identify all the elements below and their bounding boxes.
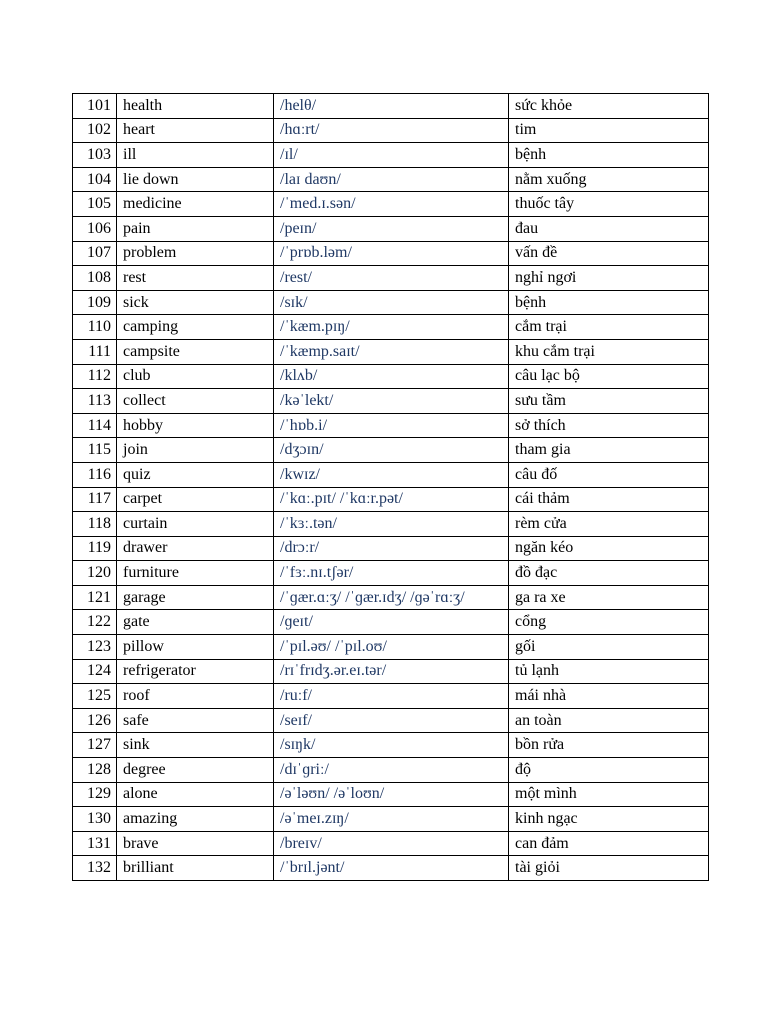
english-word: problem — [117, 241, 274, 266]
english-word: rest — [117, 266, 274, 291]
table-row — [73, 684, 709, 709]
vietnamese-meaning: mái nhà — [509, 684, 709, 709]
vietnamese-meaning: nằm xuống — [509, 167, 709, 192]
table-row — [73, 315, 709, 340]
table-row — [73, 413, 709, 438]
vocabulary-table — [72, 93, 709, 881]
table-row — [73, 192, 709, 217]
vietnamese-meaning: khu cắm trại — [509, 339, 709, 364]
table-row — [73, 290, 709, 315]
vietnamese-meaning: cái thảm — [509, 487, 709, 512]
vietnamese-meaning: vấn đề — [509, 241, 709, 266]
table-row — [73, 536, 709, 561]
english-word: join — [117, 438, 274, 463]
english-word: amazing — [117, 807, 274, 832]
pronunciation: /ˈkæmp.saɪt/ — [274, 339, 509, 364]
english-word: refrigerator — [117, 659, 274, 684]
english-word: collect — [117, 389, 274, 414]
english-word: degree — [117, 758, 274, 783]
vietnamese-meaning: tủ lạnh — [509, 659, 709, 684]
pronunciation: /ɡeɪt/ — [274, 610, 509, 635]
english-word: hobby — [117, 413, 274, 438]
table-row — [73, 635, 709, 660]
table-row — [73, 708, 709, 733]
english-word: drawer — [117, 536, 274, 561]
vietnamese-meaning: sức khỏe — [509, 94, 709, 119]
vietnamese-meaning: tim — [509, 118, 709, 143]
english-word: ill — [117, 143, 274, 168]
row-number: 107 — [73, 241, 117, 266]
english-word: club — [117, 364, 274, 389]
english-word: campsite — [117, 339, 274, 364]
english-word: brilliant — [117, 856, 274, 881]
pronunciation: /ˈpɪl.əʊ/ /ˈpɪl.oʊ/ — [274, 635, 509, 660]
pronunciation: /əˈləʊn/ /əˈloʊn/ — [274, 782, 509, 807]
row-number: 120 — [73, 561, 117, 586]
row-number: 113 — [73, 389, 117, 414]
pronunciation: /ˈkɑː.pɪt/ /ˈkɑːr.pət/ — [274, 487, 509, 512]
table-row — [73, 118, 709, 143]
english-word: curtain — [117, 512, 274, 537]
pronunciation: /ˈfɜː.nɪ.tʃər/ — [274, 561, 509, 586]
table-row — [73, 856, 709, 881]
vietnamese-meaning: cắm trại — [509, 315, 709, 340]
table-row — [73, 807, 709, 832]
row-number: 117 — [73, 487, 117, 512]
table-row — [73, 831, 709, 856]
english-word: alone — [117, 782, 274, 807]
english-word: medicine — [117, 192, 274, 217]
english-word: camping — [117, 315, 274, 340]
english-word: gate — [117, 610, 274, 635]
vietnamese-meaning: một mình — [509, 782, 709, 807]
vietnamese-meaning: thuốc tây — [509, 192, 709, 217]
english-word: roof — [117, 684, 274, 709]
table-row — [73, 438, 709, 463]
english-word: sink — [117, 733, 274, 758]
english-word: garage — [117, 585, 274, 610]
pronunciation: /ˈhɒb.i/ — [274, 413, 509, 438]
table-row — [73, 143, 709, 168]
vietnamese-meaning: an toàn — [509, 708, 709, 733]
table-row — [73, 610, 709, 635]
pronunciation: /helθ/ — [274, 94, 509, 119]
table-row — [73, 782, 709, 807]
row-number: 115 — [73, 438, 117, 463]
table-row — [73, 339, 709, 364]
row-number: 101 — [73, 94, 117, 119]
pronunciation: /ɪl/ — [274, 143, 509, 168]
pronunciation: /ruːf/ — [274, 684, 509, 709]
table-row — [73, 512, 709, 537]
row-number: 116 — [73, 462, 117, 487]
vietnamese-meaning: ngăn kéo — [509, 536, 709, 561]
table-row — [73, 216, 709, 241]
english-word: brave — [117, 831, 274, 856]
table-row — [73, 487, 709, 512]
row-number: 103 — [73, 143, 117, 168]
row-number: 105 — [73, 192, 117, 217]
vietnamese-meaning: kinh ngạc — [509, 807, 709, 832]
vietnamese-meaning: bồn rửa — [509, 733, 709, 758]
vietnamese-meaning: sưu tầm — [509, 389, 709, 414]
pronunciation: /ˈɡær.ɑːʒ/ /ˈɡær.ɪdʒ/ /ɡəˈrɑːʒ/ — [274, 585, 509, 610]
vietnamese-meaning: câu lạc bộ — [509, 364, 709, 389]
table-row — [73, 462, 709, 487]
row-number: 127 — [73, 733, 117, 758]
table-row — [73, 241, 709, 266]
pronunciation: /əˈmeɪ.zɪŋ/ — [274, 807, 509, 832]
vietnamese-meaning: ga ra xe — [509, 585, 709, 610]
pronunciation: /ˈprɒb.ləm/ — [274, 241, 509, 266]
row-number: 111 — [73, 339, 117, 364]
row-number: 129 — [73, 782, 117, 807]
vietnamese-meaning: độ — [509, 758, 709, 783]
row-number: 106 — [73, 216, 117, 241]
pronunciation: /dʒɔɪn/ — [274, 438, 509, 463]
row-number: 118 — [73, 512, 117, 537]
row-number: 128 — [73, 758, 117, 783]
row-number: 123 — [73, 635, 117, 660]
row-number: 124 — [73, 659, 117, 684]
row-number: 122 — [73, 610, 117, 635]
row-number: 130 — [73, 807, 117, 832]
english-word: lie down — [117, 167, 274, 192]
pronunciation: /kwɪz/ — [274, 462, 509, 487]
vietnamese-meaning: bệnh — [509, 290, 709, 315]
english-word: pain — [117, 216, 274, 241]
vietnamese-meaning: can đảm — [509, 831, 709, 856]
vietnamese-meaning: sở thích — [509, 413, 709, 438]
english-word: carpet — [117, 487, 274, 512]
pronunciation: /dɪˈɡriː/ — [274, 758, 509, 783]
pronunciation: /seɪf/ — [274, 708, 509, 733]
pronunciation: /rɪˈfrɪdʒ.ər.eɪ.tər/ — [274, 659, 509, 684]
row-number: 126 — [73, 708, 117, 733]
pronunciation: /kəˈlekt/ — [274, 389, 509, 414]
row-number: 131 — [73, 831, 117, 856]
pronunciation: /breɪv/ — [274, 831, 509, 856]
pronunciation: /ˈbrɪl.jənt/ — [274, 856, 509, 881]
english-word: safe — [117, 708, 274, 733]
vietnamese-meaning: tài giỏi — [509, 856, 709, 881]
table-row — [73, 364, 709, 389]
table-row — [73, 758, 709, 783]
english-word: pillow — [117, 635, 274, 660]
table-row — [73, 389, 709, 414]
pronunciation: /hɑːrt/ — [274, 118, 509, 143]
table-row — [73, 266, 709, 291]
english-word: quiz — [117, 462, 274, 487]
english-word: health — [117, 94, 274, 119]
row-number: 112 — [73, 364, 117, 389]
english-word: sick — [117, 290, 274, 315]
vietnamese-meaning: bệnh — [509, 143, 709, 168]
table-row — [73, 733, 709, 758]
english-word: furniture — [117, 561, 274, 586]
row-number: 108 — [73, 266, 117, 291]
vietnamese-meaning: nghỉ ngơi — [509, 266, 709, 291]
vietnamese-meaning: đồ đạc — [509, 561, 709, 586]
pronunciation: /ˈmed.ɪ.sən/ — [274, 192, 509, 217]
table-row — [73, 94, 709, 119]
row-number: 132 — [73, 856, 117, 881]
row-number: 119 — [73, 536, 117, 561]
vietnamese-meaning: đau — [509, 216, 709, 241]
row-number: 121 — [73, 585, 117, 610]
pronunciation: /sɪk/ — [274, 290, 509, 315]
pronunciation: /laɪ daʊn/ — [274, 167, 509, 192]
vietnamese-meaning: rèm cửa — [509, 512, 709, 537]
pronunciation: /peɪn/ — [274, 216, 509, 241]
pronunciation: /ˈkæm.pɪŋ/ — [274, 315, 509, 340]
pronunciation: /ˈkɜː.tən/ — [274, 512, 509, 537]
pronunciation: /sɪŋk/ — [274, 733, 509, 758]
row-number: 114 — [73, 413, 117, 438]
table-row — [73, 167, 709, 192]
vietnamese-meaning: cổng — [509, 610, 709, 635]
english-word: heart — [117, 118, 274, 143]
table-row — [73, 585, 709, 610]
vietnamese-meaning: gối — [509, 635, 709, 660]
row-number: 104 — [73, 167, 117, 192]
vietnamese-meaning: tham gia — [509, 438, 709, 463]
table-row — [73, 561, 709, 586]
vietnamese-meaning: câu đố — [509, 462, 709, 487]
row-number: 125 — [73, 684, 117, 709]
row-number: 110 — [73, 315, 117, 340]
row-number: 102 — [73, 118, 117, 143]
pronunciation: /drɔːr/ — [274, 536, 509, 561]
pronunciation: /rest/ — [274, 266, 509, 291]
vocabulary-table-body — [73, 94, 709, 881]
table-row — [73, 659, 709, 684]
row-number: 109 — [73, 290, 117, 315]
pronunciation: /klʌb/ — [274, 364, 509, 389]
